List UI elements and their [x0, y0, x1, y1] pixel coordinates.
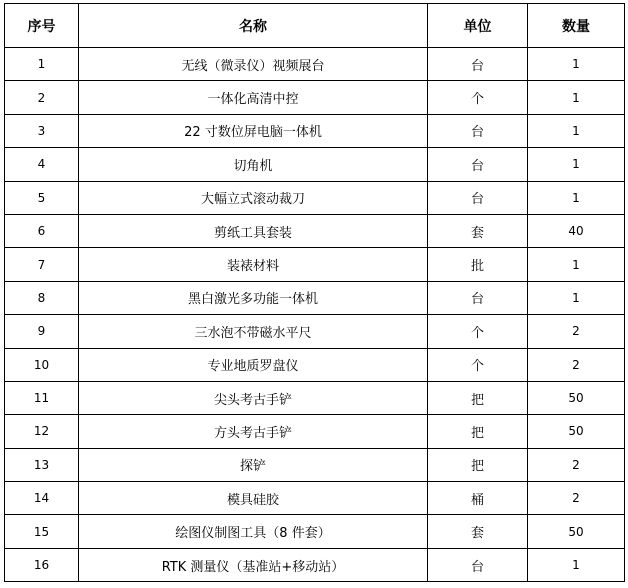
row-item-name: 绘图仪制图工具（8 件套） — [79, 515, 428, 548]
row-item-name: 专业地质罗盘仪 — [79, 348, 428, 381]
header-unit: 单位 — [428, 4, 528, 48]
row-item-name: 尖头考古手铲 — [79, 381, 428, 414]
row-unit: 个 — [428, 81, 528, 114]
table-row — [5, 381, 625, 414]
row-quantity: 1 — [528, 81, 625, 114]
row-item-name: 黑白激光多功能一体机 — [79, 281, 428, 314]
table-row — [5, 214, 625, 247]
table-row — [5, 415, 625, 448]
row-unit: 把 — [428, 448, 528, 481]
row-quantity: 1 — [528, 548, 625, 581]
row-unit: 台 — [428, 281, 528, 314]
row-quantity: 1 — [528, 48, 625, 81]
row-unit: 台 — [428, 48, 528, 81]
row-serial-number: 11 — [5, 381, 79, 414]
row-serial-number: 5 — [5, 181, 79, 214]
row-unit: 桶 — [428, 482, 528, 515]
row-item-name: 模具硅胶 — [79, 482, 428, 515]
row-quantity: 2 — [528, 348, 625, 381]
equipment-table — [4, 3, 625, 582]
row-item-name: 剪纸工具套装 — [79, 214, 428, 247]
row-serial-number: 15 — [5, 515, 79, 548]
row-quantity: 1 — [528, 114, 625, 147]
row-quantity: 50 — [528, 415, 625, 448]
row-unit: 台 — [428, 148, 528, 181]
header-name: 名称 — [79, 4, 428, 48]
table-row — [5, 482, 625, 515]
row-unit: 批 — [428, 248, 528, 281]
row-serial-number: 16 — [5, 548, 79, 581]
table-row — [5, 548, 625, 581]
row-unit: 台 — [428, 181, 528, 214]
row-item-name: 装裱材料 — [79, 248, 428, 281]
row-quantity: 1 — [528, 281, 625, 314]
row-unit: 个 — [428, 315, 528, 348]
row-quantity: 50 — [528, 515, 625, 548]
row-serial-number: 6 — [5, 214, 79, 247]
table-row — [5, 515, 625, 548]
header-quantity: 数量 — [528, 4, 625, 48]
row-quantity: 2 — [528, 448, 625, 481]
table-row — [5, 315, 625, 348]
table-header — [5, 4, 625, 48]
table-row — [5, 248, 625, 281]
row-quantity: 2 — [528, 315, 625, 348]
row-serial-number: 12 — [5, 415, 79, 448]
row-quantity: 1 — [528, 248, 625, 281]
row-item-name: 切角机 — [79, 148, 428, 181]
row-serial-number: 7 — [5, 248, 79, 281]
row-item-name: 三水泡不带磁水平尺 — [79, 315, 428, 348]
row-unit: 套 — [428, 515, 528, 548]
row-quantity: 1 — [528, 148, 625, 181]
table-row — [5, 114, 625, 147]
row-unit: 个 — [428, 348, 528, 381]
row-serial-number: 2 — [5, 81, 79, 114]
row-item-name: 无线（微录仪）视频展台 — [79, 48, 428, 81]
table-row — [5, 181, 625, 214]
table-row — [5, 148, 625, 181]
row-item-name: 22 寸数位屏电脑一体机 — [79, 114, 428, 147]
row-serial-number: 9 — [5, 315, 79, 348]
row-quantity: 2 — [528, 482, 625, 515]
row-item-name: RTK 测量仪（基准站+移动站） — [79, 548, 428, 581]
table-body — [5, 48, 625, 582]
row-serial-number: 13 — [5, 448, 79, 481]
row-serial-number: 10 — [5, 348, 79, 381]
header-serial-number: 序号 — [5, 4, 79, 48]
row-quantity: 50 — [528, 381, 625, 414]
header-row — [5, 4, 625, 48]
table-row — [5, 48, 625, 81]
row-serial-number: 8 — [5, 281, 79, 314]
row-quantity: 1 — [528, 181, 625, 214]
row-unit: 把 — [428, 381, 528, 414]
row-item-name: 一体化高清中控 — [79, 81, 428, 114]
row-item-name: 大幅立式滚动裁刀 — [79, 181, 428, 214]
row-item-name: 方头考古手铲 — [79, 415, 428, 448]
row-item-name: 探铲 — [79, 448, 428, 481]
row-serial-number: 1 — [5, 48, 79, 81]
table-row — [5, 81, 625, 114]
table-row — [5, 281, 625, 314]
row-unit: 把 — [428, 415, 528, 448]
table-row — [5, 348, 625, 381]
table-row — [5, 448, 625, 481]
row-unit: 台 — [428, 114, 528, 147]
row-serial-number: 14 — [5, 482, 79, 515]
row-quantity: 40 — [528, 214, 625, 247]
equipment-table-container — [4, 3, 625, 582]
row-unit: 台 — [428, 548, 528, 581]
row-unit: 套 — [428, 214, 528, 247]
row-serial-number: 3 — [5, 114, 79, 147]
row-serial-number: 4 — [5, 148, 79, 181]
